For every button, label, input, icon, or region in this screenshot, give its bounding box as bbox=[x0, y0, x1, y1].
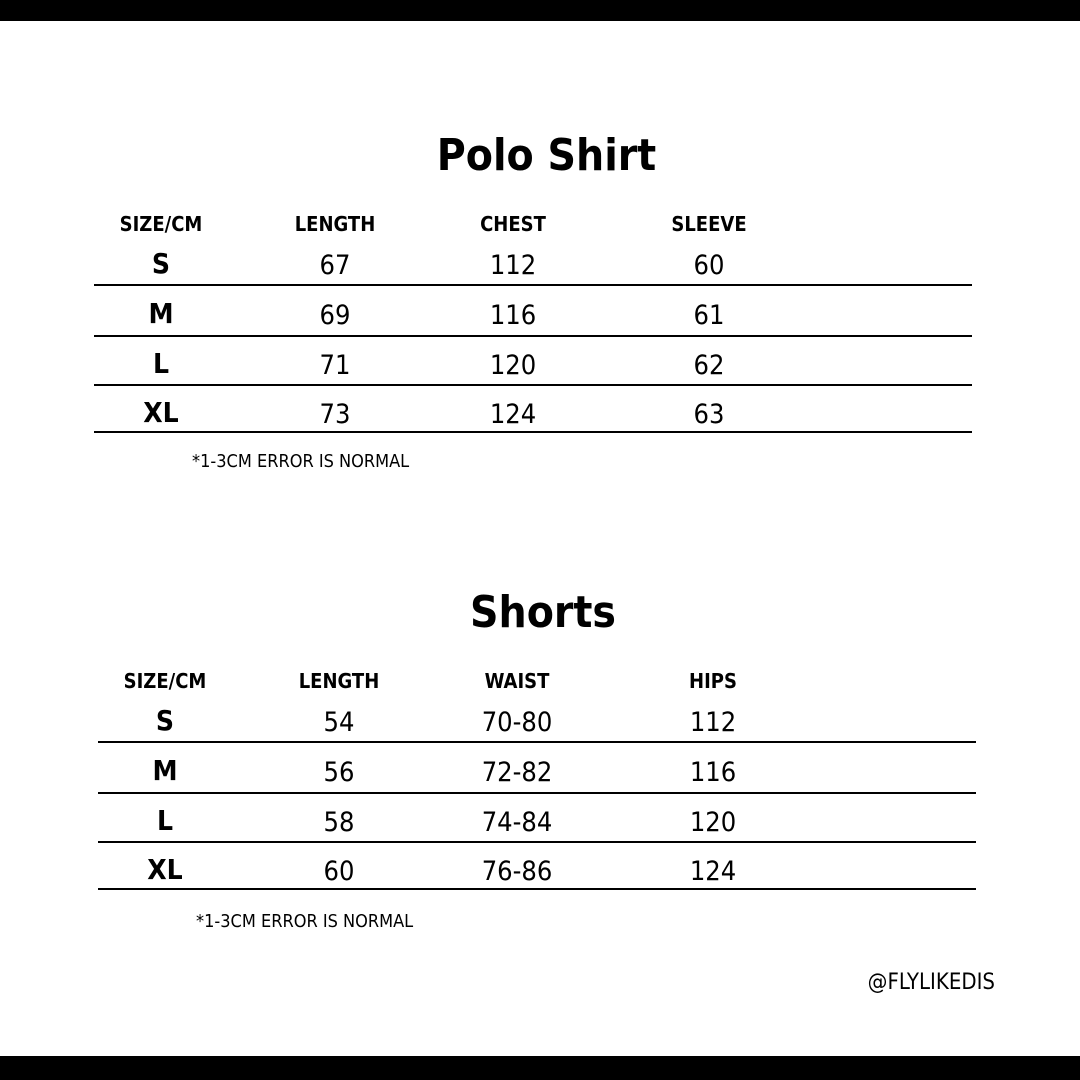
brand-handle: @FLYLIKEDIS bbox=[867, 970, 995, 995]
row-divider bbox=[98, 792, 976, 794]
table-row bbox=[0, 754, 1080, 788]
row-divider bbox=[98, 741, 976, 743]
size-cell: S bbox=[155, 704, 175, 737]
bottom-border-bar bbox=[0, 1056, 1080, 1080]
value-cell: 61 bbox=[693, 300, 725, 331]
table-row bbox=[0, 347, 1080, 381]
polo-title: Polo Shirt bbox=[436, 130, 657, 181]
value-cell: 73 bbox=[319, 399, 351, 430]
value-cell: 74-84 bbox=[481, 807, 553, 838]
header-size: SIZE/CM bbox=[119, 212, 203, 236]
shorts-size-chart bbox=[0, 583, 1080, 943]
size-cell: L bbox=[156, 804, 174, 837]
table-row bbox=[0, 704, 1080, 738]
value-cell: 112 bbox=[489, 250, 537, 281]
value-cell: 56 bbox=[323, 757, 355, 788]
value-cell: 116 bbox=[489, 300, 537, 331]
value-cell: 124 bbox=[689, 856, 737, 887]
header-chest: CHEST bbox=[480, 212, 546, 236]
tolerance-note: *1-3CM ERROR IS NORMAL bbox=[192, 451, 410, 472]
row-divider bbox=[94, 431, 972, 433]
header-length: LENGTH bbox=[298, 669, 380, 693]
value-cell: 120 bbox=[689, 807, 737, 838]
row-divider bbox=[94, 284, 972, 286]
value-cell: 60 bbox=[693, 250, 725, 281]
value-cell: 54 bbox=[323, 707, 355, 738]
size-cell: M bbox=[152, 754, 178, 787]
value-cell: 69 bbox=[319, 300, 351, 331]
row-divider bbox=[98, 888, 976, 890]
table-row bbox=[0, 396, 1080, 430]
header-waist: WAIST bbox=[484, 669, 550, 693]
table-row bbox=[0, 853, 1080, 887]
tolerance-note: *1-3CM ERROR IS NORMAL bbox=[196, 911, 414, 932]
header-hips: HIPS bbox=[689, 669, 737, 693]
value-cell: 112 bbox=[689, 707, 737, 738]
value-cell: 60 bbox=[323, 856, 355, 887]
value-cell: 70-80 bbox=[481, 707, 553, 738]
row-divider bbox=[94, 335, 972, 337]
size-cell: L bbox=[152, 347, 170, 380]
size-cell: XL bbox=[147, 853, 183, 886]
value-cell: 116 bbox=[689, 757, 737, 788]
table-row bbox=[0, 297, 1080, 331]
row-divider bbox=[98, 841, 976, 843]
size-cell: XL bbox=[143, 396, 179, 429]
header-sleeve: SLEEVE bbox=[671, 212, 747, 236]
value-cell: 76-86 bbox=[481, 856, 553, 887]
value-cell: 120 bbox=[489, 350, 537, 381]
table-row bbox=[0, 804, 1080, 838]
value-cell: 58 bbox=[323, 807, 355, 838]
polo-size-chart bbox=[0, 126, 1080, 486]
size-cell: S bbox=[151, 247, 171, 280]
value-cell: 63 bbox=[693, 399, 725, 430]
value-cell: 71 bbox=[319, 350, 351, 381]
value-cell: 67 bbox=[319, 250, 351, 281]
value-cell: 72-82 bbox=[481, 757, 553, 788]
top-border-bar bbox=[0, 0, 1080, 21]
shorts-title: Shorts bbox=[470, 587, 616, 638]
value-cell: 62 bbox=[693, 350, 725, 381]
header-length: LENGTH bbox=[294, 212, 376, 236]
row-divider bbox=[94, 384, 972, 386]
value-cell: 124 bbox=[489, 399, 537, 430]
table-row bbox=[0, 247, 1080, 281]
header-size: SIZE/CM bbox=[123, 669, 207, 693]
size-cell: M bbox=[148, 297, 174, 330]
